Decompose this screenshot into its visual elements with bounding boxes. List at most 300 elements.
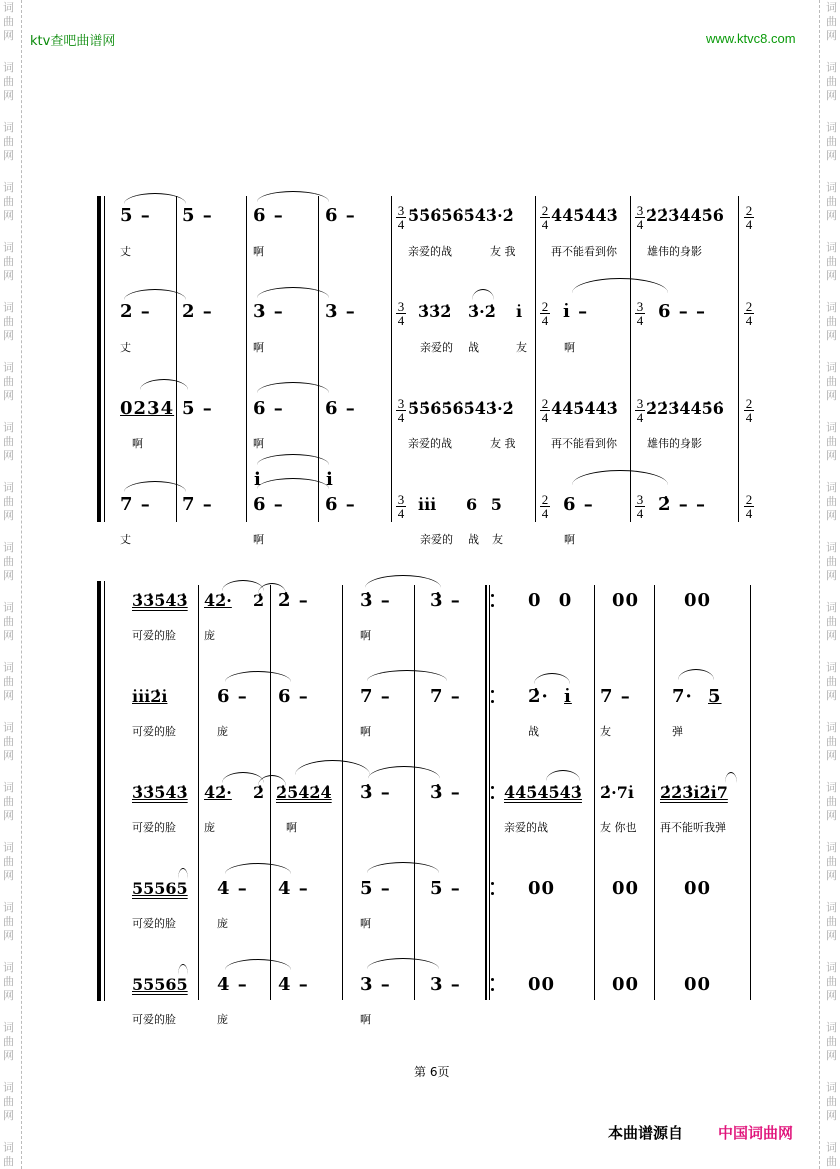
note: 55565 xyxy=(132,975,188,994)
barline xyxy=(750,585,751,1000)
watermark-char: 网 xyxy=(3,29,14,42)
repeat-dot xyxy=(491,700,494,703)
slur xyxy=(725,772,737,783)
slur xyxy=(365,575,441,588)
note: i xyxy=(326,469,334,490)
slur xyxy=(225,959,291,970)
lyric: 友 xyxy=(516,341,527,354)
watermark-char: 曲 xyxy=(826,675,837,688)
watermark-char: 曲 xyxy=(3,735,14,748)
watermark-char: 词 xyxy=(826,241,837,254)
watermark-char: 曲 xyxy=(3,795,14,808)
watermark-char: 网 xyxy=(826,929,837,942)
repeat-dot xyxy=(491,882,494,885)
watermark-char: 词 xyxy=(826,721,837,734)
note: 00 xyxy=(612,590,640,611)
lyric: 丈 xyxy=(120,533,131,546)
note: 00 xyxy=(612,878,640,899)
slur xyxy=(572,470,668,485)
watermark-char: 词 xyxy=(826,1141,837,1154)
note: 3̇3̇5̇4̇3̇ xyxy=(132,591,188,610)
note: i xyxy=(254,469,262,490)
time-signature: 3 4 xyxy=(636,203,644,232)
watermark-char: 网 xyxy=(3,989,14,1002)
watermark-char: 词 xyxy=(826,901,837,914)
watermark-char: 词 xyxy=(826,661,837,674)
watermark-char: 网 xyxy=(3,569,14,582)
watermark-char: 曲 xyxy=(826,795,837,808)
watermark-char: 词 xyxy=(826,421,837,434)
watermark-char: 曲 xyxy=(3,435,14,448)
note: 00 xyxy=(612,974,640,995)
note: 6 – xyxy=(563,494,594,515)
watermark-char: 曲 xyxy=(826,975,837,988)
lyric: 友 我 xyxy=(490,245,516,258)
slur xyxy=(258,775,286,786)
note: 3 – xyxy=(325,301,356,322)
note: 7 – xyxy=(430,686,461,707)
slur xyxy=(178,964,188,975)
watermark-char: 曲 xyxy=(3,1155,14,1168)
note: 2̇ – xyxy=(278,590,309,611)
time-signature: 3 4 xyxy=(636,299,644,328)
watermark-char: 词 xyxy=(826,541,837,554)
watermark-char: 词 xyxy=(826,181,837,194)
lyric: 友 我 xyxy=(490,437,516,450)
system-brace xyxy=(97,581,101,1001)
watermark-char: 词 xyxy=(826,1,837,14)
right-watermark-column xyxy=(819,0,840,1169)
watermark-char: 网 xyxy=(3,1049,14,1062)
time-signature: 3 4 xyxy=(397,492,405,521)
watermark-char: 词 xyxy=(826,121,837,134)
slur xyxy=(257,191,329,202)
watermark-char: 网 xyxy=(3,1109,14,1122)
watermark-char: 网 xyxy=(826,689,837,702)
barline xyxy=(246,196,247,522)
watermark-char: 网 xyxy=(3,449,14,462)
lyric: 可爱的脸 xyxy=(132,1013,176,1026)
repeat-dot xyxy=(491,594,494,597)
note: 4̇4̇5̇4̇4̇3̇ xyxy=(551,206,618,225)
watermark-char: 曲 xyxy=(3,1095,14,1108)
repeat-dot xyxy=(491,786,494,789)
note: 7 – xyxy=(360,686,391,707)
note: 5 – xyxy=(430,878,461,899)
watermark-char: 词 xyxy=(3,421,14,434)
note: 6 – xyxy=(325,398,356,419)
note: 5 – xyxy=(360,878,391,899)
note: 3 – xyxy=(430,974,461,995)
lyric: 啊 xyxy=(564,341,575,354)
watermark-char: 网 xyxy=(826,449,837,462)
left-watermark-column xyxy=(0,0,22,1169)
time-signature: 2 4 xyxy=(541,396,549,425)
lyric: 啊 xyxy=(132,437,143,450)
lyric: 再不能看到你 xyxy=(551,245,617,258)
repeat-dot xyxy=(491,988,494,991)
watermark-char: 词 xyxy=(826,61,837,74)
slur xyxy=(140,379,188,390)
source-prefix: 本曲谱源自 xyxy=(608,1124,684,1142)
note: 3̇ – xyxy=(430,782,461,803)
watermark-char: 网 xyxy=(826,809,837,822)
lyric: 战 xyxy=(528,725,539,738)
barline xyxy=(270,585,271,1000)
watermark-char: 词 xyxy=(3,481,14,494)
time-signature: 3 4 xyxy=(636,396,644,425)
lyric: 啊 xyxy=(253,245,264,258)
watermark-char: 词 xyxy=(826,961,837,974)
lyric: 雄伟的身影 xyxy=(647,437,702,450)
system-brace xyxy=(97,196,101,522)
time-signature: 2 4 xyxy=(745,492,753,521)
watermark-char: 曲 xyxy=(3,855,14,868)
lyric: 可爱的脸 xyxy=(132,821,176,834)
lyric: 可爱的脸 xyxy=(132,629,176,642)
note: 0234 xyxy=(120,398,175,419)
watermark-char: 词 xyxy=(3,901,14,914)
slur xyxy=(678,669,714,680)
watermark-char: 曲 xyxy=(826,435,837,448)
time-signature: 2 4 xyxy=(745,396,753,425)
watermark-char: 网 xyxy=(826,29,837,42)
note: i̇i̇i̇ xyxy=(418,495,437,514)
lyric: 可爱的脸 xyxy=(132,725,176,738)
slur xyxy=(225,863,291,874)
time-signature: 3 4 xyxy=(636,492,644,521)
note: 5 – xyxy=(182,398,213,419)
time-signature: 2 4 xyxy=(541,299,549,328)
barline xyxy=(391,196,392,522)
time-signature: 2 4 xyxy=(745,203,753,232)
note: 00 xyxy=(684,590,712,611)
watermark-char: 曲 xyxy=(3,975,14,988)
time-signature: 2 4 xyxy=(541,492,549,521)
watermark-char: 网 xyxy=(3,209,14,222)
lyric: 啊 xyxy=(253,341,264,354)
watermark-char: 曲 xyxy=(3,195,14,208)
lyric: 再不能听我弹 xyxy=(660,821,726,834)
note: 2̇2̇3̇4̇4̇5̇6̇ xyxy=(646,206,724,225)
site-url[interactable]: www.ktvc8.com xyxy=(706,31,796,46)
slur xyxy=(368,766,440,779)
watermark-char: 曲 xyxy=(826,15,837,28)
lyric: 丈 xyxy=(120,341,131,354)
watermark-char: 曲 xyxy=(3,1035,14,1048)
watermark-char: 曲 xyxy=(826,375,837,388)
note: i̇i̇i̇2̇i̇ xyxy=(132,687,168,706)
watermark-char: 词 xyxy=(3,181,14,194)
slur xyxy=(367,958,439,969)
note: 2̇5̇4̇2̇4̇ xyxy=(276,783,332,802)
note: 00 xyxy=(684,974,712,995)
watermark-char: 网 xyxy=(826,509,837,522)
watermark-char: 曲 xyxy=(3,495,14,508)
watermark-char: 网 xyxy=(3,869,14,882)
note: 6 5 xyxy=(466,495,506,514)
lyric: 啊 xyxy=(564,533,575,546)
lyric: 雄伟的身影 xyxy=(647,245,702,258)
note: 7 – xyxy=(120,494,151,515)
repeat-dot xyxy=(491,978,494,981)
watermark-char: 词 xyxy=(826,841,837,854)
note: 4 – xyxy=(278,878,309,899)
note: 0 0 xyxy=(528,590,578,611)
watermark-char: 词 xyxy=(826,601,837,614)
watermark-char: 词 xyxy=(3,781,14,794)
repeat-barline xyxy=(485,585,487,1000)
note: i̇ xyxy=(516,302,524,321)
repeat-dot xyxy=(491,892,494,895)
watermark-char: 曲 xyxy=(826,1155,837,1168)
watermark-char: 曲 xyxy=(826,135,837,148)
watermark-char: 曲 xyxy=(3,615,14,628)
watermark-char: 词 xyxy=(3,121,14,134)
note: 3̇ – xyxy=(360,782,391,803)
watermark-char: 曲 xyxy=(3,555,14,568)
watermark-char: 网 xyxy=(3,389,14,402)
note: 00 xyxy=(528,878,556,899)
slur xyxy=(222,580,264,591)
watermark-char: 曲 xyxy=(3,675,14,688)
slur xyxy=(295,760,370,775)
watermark-char: 词 xyxy=(3,841,14,854)
note: 6 – xyxy=(253,205,284,226)
time-signature: 2 4 xyxy=(541,203,549,232)
watermark-char: 网 xyxy=(3,629,14,642)
note: 2̇· xyxy=(528,686,549,707)
watermark-char: 词 xyxy=(3,961,14,974)
repeat-dot xyxy=(491,796,494,799)
watermark-char: 网 xyxy=(826,89,837,102)
lyric: 庞 xyxy=(217,1013,228,1026)
barline xyxy=(414,585,415,1000)
slur xyxy=(572,278,668,293)
lyric: 再不能看到你 xyxy=(551,437,617,450)
watermark-char: 网 xyxy=(826,869,837,882)
watermark-char: 曲 xyxy=(826,915,837,928)
note: 6 – xyxy=(325,205,356,226)
watermark-char: 网 xyxy=(826,1049,837,1062)
page-number: 第 6页 xyxy=(414,1065,450,1079)
note: 2̇2̇3̇i̇2̇i̇7 xyxy=(660,783,728,802)
watermark-char: 曲 xyxy=(826,735,837,748)
repeat-barline xyxy=(489,585,490,1000)
note: 2̇·7i̇ xyxy=(600,783,634,802)
watermark-char: 词 xyxy=(826,481,837,494)
slur xyxy=(367,670,447,681)
barline xyxy=(738,196,739,522)
time-signature: 3 4 xyxy=(397,299,405,328)
note: 4 – xyxy=(278,974,309,995)
note: 2̇ xyxy=(253,783,266,802)
watermark-char: 曲 xyxy=(3,375,14,388)
watermark-char: 词 xyxy=(826,781,837,794)
barline xyxy=(176,196,177,522)
watermark-char: 曲 xyxy=(3,915,14,928)
watermark-char: 词 xyxy=(3,721,14,734)
barline xyxy=(654,585,655,1000)
lyric: 友 xyxy=(492,533,503,546)
note: 7 – xyxy=(600,686,631,707)
watermark-char: 网 xyxy=(3,689,14,702)
watermark-char: 词 xyxy=(3,661,14,674)
note: 00 xyxy=(528,974,556,995)
barline xyxy=(318,196,319,522)
note: 4̇4̇5̇4̇4̇3̇ xyxy=(551,399,618,418)
note: 00 xyxy=(684,878,712,899)
note: 6 – xyxy=(278,686,309,707)
note: 2̇ – – xyxy=(658,494,707,515)
repeat-dot xyxy=(491,690,494,693)
watermark-char: 曲 xyxy=(826,255,837,268)
note: 4̇2̇· xyxy=(204,783,232,802)
note: 2̇ xyxy=(253,591,266,610)
lyric: 友 xyxy=(600,725,611,738)
slur xyxy=(178,868,188,879)
lyric: 亲爱的战 xyxy=(408,245,452,258)
lyric: 啊 xyxy=(360,1013,371,1026)
watermark-char: 词 xyxy=(3,241,14,254)
watermark-char: 网 xyxy=(3,749,14,762)
watermark-char: 网 xyxy=(826,1109,837,1122)
note: 7 – xyxy=(182,494,213,515)
slur xyxy=(225,671,291,682)
watermark-char: 曲 xyxy=(826,315,837,328)
note: 2 – xyxy=(120,301,151,322)
watermark-char: 网 xyxy=(826,209,837,222)
watermark-char: 网 xyxy=(826,389,837,402)
note: 3 – xyxy=(253,301,284,322)
barline xyxy=(198,585,199,1000)
barline xyxy=(594,585,595,1000)
lyric: 庞 xyxy=(204,821,215,834)
time-signature: 3 4 xyxy=(397,203,405,232)
lyric: 啊 xyxy=(253,533,264,546)
watermark-char: 曲 xyxy=(826,195,837,208)
lyric: 丈 xyxy=(120,245,131,258)
lyric: 啊 xyxy=(360,917,371,930)
lyric: 可爱的脸 xyxy=(132,917,176,930)
lyric: 战 xyxy=(468,533,479,546)
slur xyxy=(222,772,264,783)
note: 6 – xyxy=(325,494,356,515)
watermark-char: 网 xyxy=(826,629,837,642)
time-signature: 2 4 xyxy=(745,299,753,328)
note: 6 – xyxy=(253,494,284,515)
lyric: 亲爱的战 xyxy=(408,437,452,450)
watermark-char: 曲 xyxy=(3,135,14,148)
watermark-char: 词 xyxy=(3,361,14,374)
lyric: 庞 xyxy=(217,917,228,930)
slur xyxy=(367,862,439,873)
lyric: 庞 xyxy=(204,629,215,642)
watermark-char: 网 xyxy=(3,149,14,162)
note: 3̇3̇2̇ xyxy=(418,302,452,321)
watermark-char: 曲 xyxy=(3,75,14,88)
note: 5 – xyxy=(120,205,151,226)
watermark-char: 曲 xyxy=(826,555,837,568)
barline xyxy=(535,196,536,522)
note: 5 xyxy=(708,686,722,707)
note: 55565 xyxy=(132,879,188,898)
note: 4 – xyxy=(217,878,248,899)
watermark-char: 曲 xyxy=(826,1035,837,1048)
lyric: 啊 xyxy=(360,725,371,738)
lyric: 战 xyxy=(468,341,479,354)
watermark-char: 网 xyxy=(826,269,837,282)
watermark-char: 词 xyxy=(3,301,14,314)
watermark-char: 曲 xyxy=(3,15,14,28)
slur xyxy=(124,193,186,204)
note: 6 – xyxy=(217,686,248,707)
note: 5̇5̇6̇5̇6̇5̇4̇3̇·2̇ xyxy=(408,206,514,225)
note: 5 – xyxy=(182,205,213,226)
watermark-char: 网 xyxy=(3,929,14,942)
watermark-char: 词 xyxy=(826,301,837,314)
watermark-char: 词 xyxy=(3,1,14,14)
note: i̇ – xyxy=(563,301,589,322)
note: 4̇4̇5̇4̇5̇4̇3̇ xyxy=(504,783,582,802)
watermark-char: 曲 xyxy=(3,315,14,328)
lyric: 亲爱的战 xyxy=(504,821,548,834)
watermark-char: 曲 xyxy=(3,255,14,268)
lyric: 啊 xyxy=(253,437,264,450)
watermark-char: 网 xyxy=(3,809,14,822)
lyric: 庞 xyxy=(217,725,228,738)
site-name[interactable]: ktv查吧曲谱网 xyxy=(30,34,116,49)
lyric: 友 你也 xyxy=(600,821,637,834)
watermark-char: 网 xyxy=(826,989,837,1002)
note: 5̇5̇6̇5̇6̇5̇4̇3̇·2̇ xyxy=(408,399,514,418)
watermark-char: 词 xyxy=(3,61,14,74)
note: 3̇ – xyxy=(430,590,461,611)
watermark-char: 词 xyxy=(3,541,14,554)
watermark-char: 词 xyxy=(826,361,837,374)
note: 3̇·2̇ xyxy=(468,302,496,321)
watermark-char: 词 xyxy=(3,1141,14,1154)
note: 6 – – xyxy=(658,301,707,322)
watermark-char: 词 xyxy=(826,1081,837,1094)
slur xyxy=(472,289,494,300)
slur xyxy=(258,583,286,594)
watermark-char: 曲 xyxy=(826,75,837,88)
watermark-char: 词 xyxy=(3,601,14,614)
note: 4 – xyxy=(217,974,248,995)
watermark-char: 网 xyxy=(3,509,14,522)
lyric: 亲爱的 xyxy=(420,341,453,354)
barline xyxy=(342,585,343,1000)
watermark-char: 网 xyxy=(826,149,837,162)
watermark-char: 词 xyxy=(3,1081,14,1094)
note: 3̇ – xyxy=(360,590,391,611)
watermark-char: 词 xyxy=(3,1021,14,1034)
lyric: 亲爱的 xyxy=(420,533,453,546)
source-name[interactable]: 中国词曲网 xyxy=(718,1124,794,1142)
watermark-char: 词 xyxy=(826,1021,837,1034)
note: 2̇2̇3̇4̇4̇5̇6̇ xyxy=(646,399,724,418)
lyric: 啊 xyxy=(286,821,297,834)
note: 2 – xyxy=(182,301,213,322)
watermark-char: 网 xyxy=(3,329,14,342)
watermark-char: 曲 xyxy=(826,1095,837,1108)
note: 3 – xyxy=(360,974,391,995)
watermark-char: 网 xyxy=(826,569,837,582)
watermark-char: 网 xyxy=(826,329,837,342)
note: 4̇2̇· xyxy=(204,591,232,610)
watermark-char: 网 xyxy=(3,269,14,282)
